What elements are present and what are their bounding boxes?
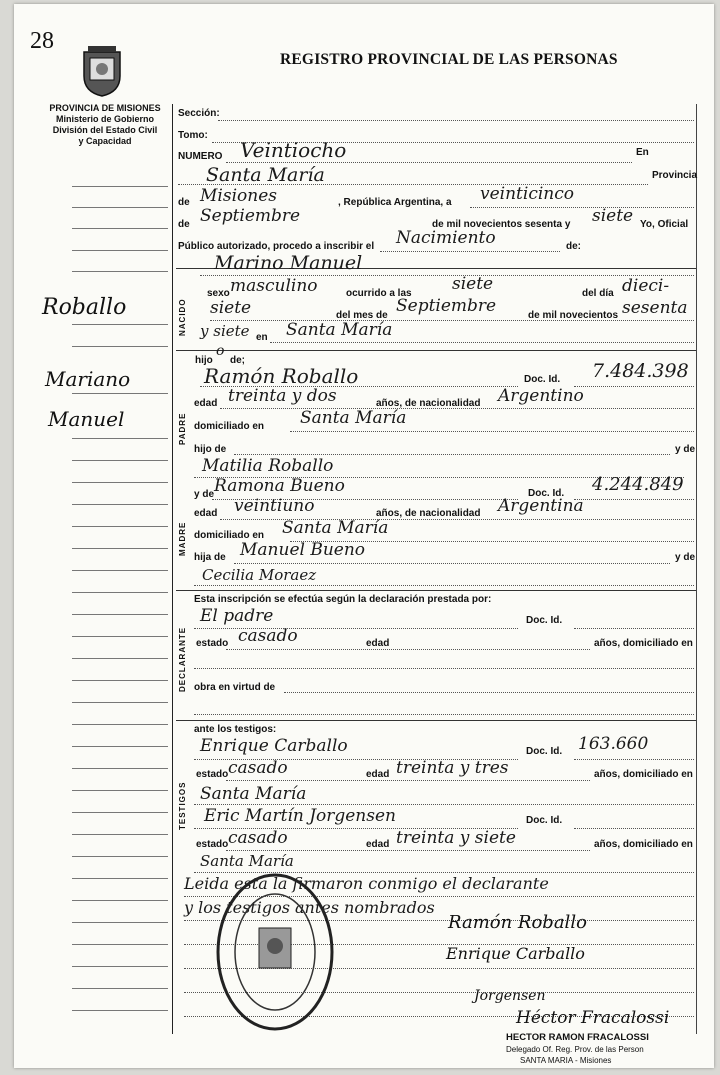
anos-dom-label-2: años, domiciliado en	[594, 769, 693, 780]
father-age-field	[220, 408, 694, 409]
witness1-doc-field	[574, 759, 694, 760]
father-dom-field	[290, 431, 694, 432]
left-margin-rule	[172, 104, 173, 1034]
margin-rule	[72, 790, 168, 791]
witness1-dom-field	[194, 804, 694, 805]
margin-rule	[72, 592, 168, 593]
father-parent-field	[234, 454, 670, 455]
margin-rule	[72, 548, 168, 549]
provincia-label: Provincia	[652, 170, 698, 181]
en-lugar-label: en	[256, 332, 268, 343]
signature-witness2: Jorgensen	[474, 988, 546, 1004]
sexo-label: sexo	[207, 288, 230, 299]
birth-date-field	[210, 320, 694, 321]
act-field	[380, 251, 560, 252]
section-rule	[176, 590, 696, 591]
ocurrido-label: ocurrido a las	[346, 288, 412, 299]
act-type-value: Nacimiento	[396, 228, 496, 248]
en-label: En	[636, 147, 649, 158]
mother-name-value: Ramona Bueno	[214, 476, 345, 496]
edad-label-2: edad	[194, 508, 218, 519]
margin-rule	[72, 207, 168, 208]
declarant-doc-label: Doc. Id.	[526, 615, 563, 626]
issuing-office	[40, 103, 170, 147]
edad-label-5: edad	[366, 839, 390, 850]
republica-label: , República Argentina, a	[338, 197, 452, 208]
declarant-estado-value: casado	[238, 626, 298, 646]
seccion-field	[218, 120, 694, 121]
birth-month-value: Septiembre	[396, 296, 497, 316]
margin-rule	[72, 460, 168, 461]
margin-given-name-1: Mariano	[45, 367, 131, 391]
margin-rule	[72, 680, 168, 681]
side-label-madre: MADRE	[178, 521, 187, 556]
de-label: de	[178, 197, 190, 208]
mother-doc-field	[574, 499, 694, 500]
birth-year-value: sesenta	[622, 298, 688, 318]
margin-rule	[72, 614, 168, 615]
father-nat-value: Argentino	[498, 386, 584, 406]
margin-rule	[72, 438, 168, 439]
margin-rule	[72, 250, 168, 251]
section-rule	[176, 350, 696, 351]
margin-rule	[72, 570, 168, 571]
father-name-value: Ramón Roballo	[204, 364, 359, 388]
margin-rule	[72, 944, 168, 945]
birth-year-cont: y siete	[200, 322, 250, 340]
witness2-name-value: Eric Martín Jorgensen	[204, 806, 396, 826]
witness1-doc-value: 163.660	[578, 734, 649, 754]
father-nat-label: años, de nacionalidad	[376, 398, 481, 409]
margin-rule	[72, 346, 168, 347]
signature-father: Ramón Roballo	[448, 912, 587, 933]
birth-day-cont: siete	[210, 298, 252, 318]
de-mil-label-2: de mil novecientos	[528, 310, 619, 321]
father-doc-label: Doc. Id.	[524, 374, 561, 385]
margin-rule	[72, 702, 168, 703]
provincial-crest-icon	[80, 46, 124, 98]
publico-label: Público autorizado, procedo a inscribir el	[178, 241, 375, 252]
margin-rule	[72, 768, 168, 769]
place-value: Santa María	[206, 164, 325, 186]
domiciliado-label: domiciliado en	[194, 421, 265, 432]
margin-rule	[72, 724, 168, 725]
declarant-value: El padre	[200, 606, 274, 626]
y-de-label: y de	[675, 444, 696, 455]
month-value: Septiembre	[200, 206, 301, 226]
y-de-label-3: y de	[675, 552, 696, 563]
closing-line-1: Leida esta la firmaron conmigo el declarante	[184, 874, 549, 893]
signature-witness1: Enrique Carballo	[446, 944, 585, 963]
obra-field	[284, 692, 694, 693]
margin-rule	[72, 834, 168, 835]
de-label-2: de	[178, 219, 190, 230]
numero-field	[226, 162, 632, 163]
year-value: siete	[592, 206, 634, 226]
anos-dom-label-3: años, domiciliado en	[594, 839, 693, 850]
declarant-dom-field	[194, 668, 694, 669]
right-margin-rule	[696, 104, 697, 1034]
mother-nat-value: Argentina	[498, 496, 584, 516]
birth-place-field	[270, 342, 694, 343]
witness1-age-value: treinta y tres	[396, 758, 509, 778]
officer-stamp-title: Delegado Of. Reg. Prov. de las Person	[506, 1045, 644, 1054]
de-mil-label: de mil novecientos sesenta y	[432, 219, 571, 230]
witness2-doc-field	[574, 828, 694, 829]
province-value: Misiones	[200, 186, 277, 206]
ante-label: ante los testigos:	[194, 724, 277, 735]
margin-rule	[72, 1010, 168, 1011]
birth-place-value: Santa María	[286, 320, 393, 340]
hour-value: siete	[452, 274, 494, 294]
closing-line-2: y los testigos antes nombrados	[184, 898, 435, 917]
witness1-doc-label: Doc. Id.	[526, 746, 563, 757]
margin-rule	[72, 393, 168, 394]
margin-rule	[72, 746, 168, 747]
del-dia-label: del día	[582, 288, 614, 299]
mother-doc-value: 4.244.849	[592, 474, 684, 495]
mother-age-value: veintiuno	[234, 496, 315, 516]
edad-label-3: edad	[366, 638, 390, 649]
margin-surname: Roballo	[42, 295, 127, 320]
margin-rule	[72, 504, 168, 505]
office-ministry: Ministerio de Gobierno	[55, 114, 154, 124]
hijo-suffix: o	[216, 343, 225, 359]
father-dom-value: Santa María	[300, 408, 407, 428]
signature-officer: Héctor Fracalossi	[516, 1008, 670, 1028]
officer-stamp-name: HECTOR RAMON FRACALOSSI	[506, 1032, 649, 1043]
margin-rule	[72, 966, 168, 967]
margin-rule	[72, 482, 168, 483]
office-province: PROVINCIA DE MISIONES	[49, 103, 161, 113]
margin-rule	[72, 228, 168, 229]
del-mes-label: del mes de	[336, 310, 388, 321]
office-capacity: y Capacidad	[78, 136, 132, 146]
father-parent-value: Matilia Roballo	[202, 456, 334, 476]
witness2-dom-value: Santa María	[200, 852, 294, 870]
seccion-label: Sección:	[178, 108, 220, 119]
anos-dom-label: años, domiciliado en	[594, 638, 693, 649]
officer-stamp-place: SANTA MARIA - Misiones	[520, 1056, 612, 1065]
margin-rule	[72, 636, 168, 637]
margin-rule	[72, 186, 168, 187]
edad-label: edad	[194, 398, 218, 409]
side-label-padre: PADRE	[178, 412, 187, 445]
mother-doc-label: Doc. Id.	[528, 488, 565, 499]
section-rule	[176, 720, 696, 721]
estado-label: estado	[196, 638, 229, 649]
mother-parent2-field	[194, 585, 694, 586]
witness1-dom-value: Santa María	[200, 784, 307, 804]
day-value: veinticinco	[480, 184, 574, 204]
numero-label: NUMERO	[178, 151, 223, 162]
margin-rule	[72, 526, 168, 527]
office-division: División del Estado Civil	[52, 125, 158, 135]
de-colon-label: de:	[566, 241, 581, 252]
side-label-declarante: DECLARANTE	[178, 626, 187, 692]
father-age-value: treinta y dos	[228, 386, 337, 406]
father-doc-field	[574, 386, 694, 387]
margin-rule	[72, 658, 168, 659]
side-label-nacido: NACIDO	[178, 298, 187, 336]
day-field	[470, 207, 694, 208]
declarant-estado-field	[226, 649, 590, 650]
obra-label: obra en virtud de	[194, 682, 276, 693]
witness2-age-value: treinta y siete	[396, 828, 516, 848]
page-number: 28	[30, 28, 54, 54]
official-seal-icon	[215, 872, 335, 1032]
yo-oficial-label: Yo, Oficial	[640, 219, 689, 230]
father-doc-value: 7.484.398	[592, 360, 689, 382]
witness2-estado-value: casado	[228, 828, 288, 848]
tomo-label: Tomo:	[178, 130, 208, 141]
child-name-value: Marino Manuel	[214, 252, 363, 274]
witness1-estado-field	[226, 780, 590, 781]
witness1-estado-value: casado	[228, 758, 288, 778]
y-de-label-2: y de	[194, 489, 215, 500]
margin-rule	[72, 988, 168, 989]
margin-rule	[72, 324, 168, 325]
esta-inscripcion-label: Esta inscripción se efectúa según la declaración prestada por:	[194, 594, 492, 605]
domiciliado-label-2: domiciliado en	[194, 530, 265, 541]
mother-nat-label: años, de nacionalidad	[376, 508, 481, 519]
page-title: REGISTRO PROVINCIAL DE LAS PERSONAS	[280, 51, 618, 68]
witness2-estado-field	[226, 850, 590, 851]
mother-parent1-field	[234, 563, 670, 564]
side-label-testigos: TESTIGOS	[178, 781, 187, 830]
margin-given-name-2: Manuel	[48, 407, 125, 431]
margin-rule	[72, 856, 168, 857]
hijo-label: hijo	[195, 355, 213, 366]
hija-de-label: hija de	[194, 552, 226, 563]
margin-rule	[72, 878, 168, 879]
witness1-name-value: Enrique Carballo	[200, 736, 348, 756]
place-field	[178, 184, 648, 185]
margin-rule	[72, 812, 168, 813]
obra-field-2	[194, 714, 694, 715]
declarant-doc-field	[574, 628, 694, 629]
numero-value: Veintiocho	[240, 138, 347, 162]
sex-value: masculino	[230, 276, 318, 296]
margin-rule	[72, 271, 168, 272]
birth-day-value: dieci-	[622, 276, 670, 296]
margin-rule	[72, 922, 168, 923]
edad-label-4: edad	[366, 769, 390, 780]
mother-parent1-value: Manuel Bueno	[240, 540, 366, 560]
estado-label-2: estado	[196, 769, 229, 780]
estado-label-3: estado	[196, 839, 229, 850]
mother-dom-value: Santa María	[282, 518, 389, 538]
witness2-doc-label: Doc. Id.	[526, 815, 563, 826]
hijo-de-label: hijo de	[194, 444, 227, 455]
de-semicolon-label: de;	[230, 355, 245, 366]
mother-parent2-value: Cecilia Moraez	[202, 566, 317, 584]
margin-rule	[72, 900, 168, 901]
